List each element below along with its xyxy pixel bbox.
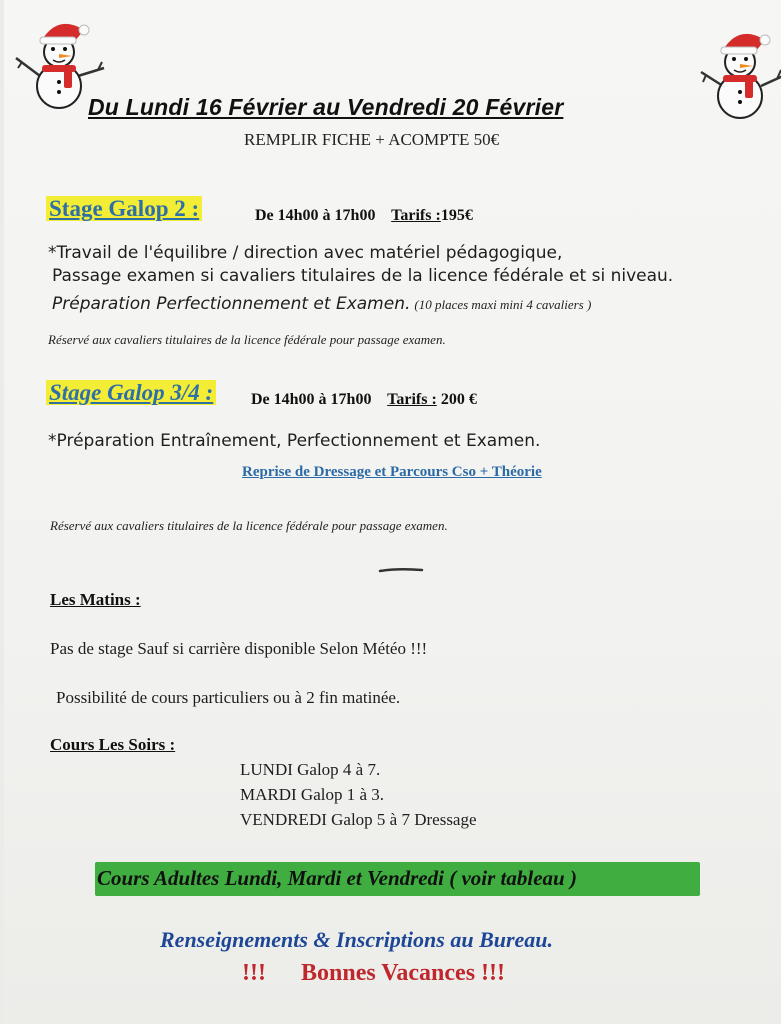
stage-galop2-line1: *Travail de l'équilibre / direction avec matériel pédagogique, xyxy=(48,243,563,263)
stage-galop34-tarif-value: 200 € xyxy=(440,391,477,408)
stage-galop2-line3-text: Préparation Perfectionnement et Examen. xyxy=(52,294,411,314)
matins-line1: Pas de stage Sauf si carrière disponible Selon Météo !!! xyxy=(50,639,428,658)
page-subtitle: REMPLIR FICHE + ACOMPTE 50€ xyxy=(244,130,500,149)
stage-galop34-heading-row xyxy=(46,380,216,406)
stage-galop2-line2: Passage examen si cavaliers titulaires de la licence fédérale et si niveau. xyxy=(52,266,674,286)
bonnes-vacances-text: Bonnes Vacances !!! xyxy=(301,960,506,986)
stage-galop34-schedule: De 14h00 à 17h00 xyxy=(251,391,372,408)
stage-galop2-info xyxy=(255,207,473,225)
matins-heading: Les Matins : xyxy=(50,590,141,609)
stage-galop2-tarif-value: 195€ xyxy=(440,207,473,224)
snowman-icon xyxy=(695,26,781,122)
stage-galop2-tarif-label: Tarifs : xyxy=(391,207,441,224)
soirs-item-lundi: LUNDI Galop 4 à 7. xyxy=(240,760,381,779)
stage-galop2-title: Stage Galop 2 : xyxy=(46,196,202,221)
stage-galop34-info xyxy=(251,391,477,409)
stage-galop2-schedule: De 14h00 à 17h00 xyxy=(255,207,376,224)
soirs-item-vendredi: VENDREDI Galop 5 à 7 Dressage xyxy=(240,810,477,829)
stage-galop34-dressage-link[interactable]: Reprise de Dressage et Parcours Cso + Théorie xyxy=(242,464,542,480)
pen-mark xyxy=(378,565,424,575)
matins-line2: Possibilité de cours particuliers ou à 2 fin matinée. xyxy=(56,688,401,707)
adultes-courses-text: Cours Adultes Lundi, Mardi et Vendredi ( voir tableau ) xyxy=(97,866,577,890)
stage-galop2-heading-row xyxy=(46,196,202,222)
stage-galop2-places-note: (10 places maxi mini 4 cavaliers ) xyxy=(414,297,592,312)
soirs-item-mardi: MARDI Galop 1 à 3. xyxy=(240,785,385,804)
stage-galop34-tarif-label: Tarifs : xyxy=(387,391,437,408)
exclamation-left: !!! xyxy=(242,960,266,986)
stage-galop2-line3 xyxy=(52,294,591,314)
soirs-heading: Cours Les Soirs : xyxy=(50,735,176,754)
stage-galop34-reserve: Réservé aux cavaliers titulaires de la licence fédérale pour passage examen. xyxy=(50,518,448,533)
stage-galop2-reserve: Réservé aux cavaliers titulaires de la licence fédérale pour passage examen. xyxy=(48,332,446,347)
page-title: Du Lundi 16 Février au Vendredi 20 Février xyxy=(88,94,564,120)
stage-galop34-title: Stage Galop 3/4 : xyxy=(46,380,216,405)
renseignements-text: Renseignements & Inscriptions au Bureau. xyxy=(160,927,554,952)
stage-galop34-line1: *Préparation Entraînement, Perfectionnement et Examen. xyxy=(48,431,541,451)
